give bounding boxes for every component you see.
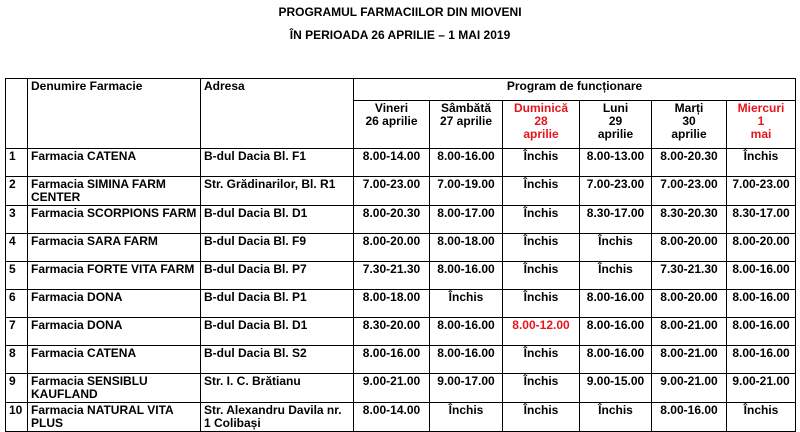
pharmacy-address: B-dul Dacia Bl. S2 [201,346,354,374]
hours-cell: 9.00-21.00 [354,374,430,403]
hours-cell: 7.00-23.00 [652,177,727,206]
hours-cell: 9.00-15.00 [580,374,652,403]
hours-cell: 9.00-17.00 [430,374,503,403]
table-row [6,403,796,432]
hours-cell: Închis [503,374,580,403]
hours-cell: 8.00-20.30 [652,149,727,177]
hours-cell: Închis [727,149,796,177]
table-row [6,374,796,403]
day-header-line3: mai [750,127,772,141]
pharmacy-name: Farmacia SIMINA FARM CENTER [28,177,201,206]
pharmacy-address: B-dul Dacia Bl. P1 [201,290,354,318]
hours-cell: Închis [503,206,580,234]
hours-cell: 8.00-16.00 [727,346,796,374]
hours-cell: 7.00-23.00 [727,177,796,206]
day-header-line3: aprilie [523,127,559,141]
table-row [6,177,796,206]
hours-cell: Închis [503,149,580,177]
row-number: 6 [6,290,28,318]
pharmacy-name: Farmacia SCORPIONS FARM [28,206,201,234]
pharmacy-address: Str. Grădinarilor, Bl. R1 [201,177,354,206]
pharmacy-address: B-dul Dacia Bl. D1 [201,318,354,346]
row-number: 9 [6,374,28,403]
document-subtitle: ÎN PERIOADA 26 APRILIE – 1 MAI 2019 [289,28,511,42]
header-name [28,79,201,149]
day-header-6 [727,101,796,149]
row-number: 8 [6,346,28,374]
row-number: 2 [6,177,28,206]
hours-cell: 8.00-16.00 [727,318,796,346]
hours-cell: Închis [503,403,580,432]
hours-cell: 8.00-16.00 [430,149,503,177]
day-header-line2: 1 [757,114,765,128]
pharmacy-address: Str. Alexandru Davila nr. 1 Colibași [201,403,354,432]
document-title: PROGRAMUL FARMACIILOR DIN MIOVENI [278,5,522,19]
hours-cell: Închis [503,234,580,262]
table-row [6,149,796,177]
hours-cell: 8.00-16.00 [430,346,503,374]
pharmacy-name: Farmacia CATENA [28,149,201,177]
table-row [6,234,796,262]
hours-cell: Închis [503,346,580,374]
pharmacy-address: Str. I. C. Brătianu [201,374,354,403]
day-header-line1: Sâmbătă [440,101,492,115]
hours-cell: 8.00-12.00 [503,318,580,346]
header-name-label: Denumire Farmacie [31,79,143,93]
schedule-table [5,78,796,432]
pharmacy-name: Farmacia DONA [28,290,201,318]
hours-cell: 8.00-16.00 [580,346,652,374]
row-number: 7 [6,318,28,346]
hours-cell: 8.00-17.00 [430,206,503,234]
day-header-3 [503,101,580,149]
hours-cell: 8.30-20.30 [652,206,727,234]
table-row [6,346,796,374]
day-header-5 [652,101,727,149]
day-header-1 [354,101,430,149]
hours-cell: Închis [430,290,503,318]
hours-cell: 7.00-23.00 [580,177,652,206]
hours-cell: 9.00-21.00 [727,374,796,403]
hours-cell: 7.00-19.00 [430,177,503,206]
pharmacy-address: B-dul Dacia Bl. F9 [201,234,354,262]
hours-cell: 8.00-20.30 [354,206,430,234]
pharmacy-address: B-dul Dacia Bl. D1 [201,206,354,234]
pharmacy-name: Farmacia SARA FARM [28,234,201,262]
hours-cell: Închis [430,403,503,432]
hours-cell: 8.00-16.00 [354,346,430,374]
hours-cell: 8.00-20.00 [354,234,430,262]
day-header-line2: 28 [534,114,548,128]
hours-cell: 8.00-16.00 [430,262,503,290]
hours-cell: 8.00-16.00 [727,290,796,318]
day-header-line1: Duminică [513,101,568,115]
header-program [354,79,796,101]
day-header-2 [430,101,503,149]
row-number: 10 [6,403,28,432]
pharmacy-name: Farmacia CATENA [28,346,201,374]
hours-cell: 8.00-14.00 [354,403,430,432]
table-row [6,290,796,318]
pharmacy-name: Farmacia FORTE VITA FARM [28,262,201,290]
hours-cell: 8.00-20.00 [727,234,796,262]
table-row [6,206,796,234]
day-header-line1: Miercuri [737,101,785,115]
hours-cell: 9.00-21.00 [652,374,727,403]
day-header-line2: 27 aprilie [439,114,493,128]
hours-cell: 7.30-21.30 [652,262,727,290]
hours-cell: 8.00-16.00 [580,290,652,318]
hours-cell: 8.00-14.00 [354,149,430,177]
hours-cell: Închis [503,177,580,206]
hours-cell: 8.00-21.00 [652,346,727,374]
row-number: 1 [6,149,28,177]
day-header-line2: 29 [608,114,623,128]
day-header-line3: aprilie [671,127,707,141]
day-header-line1: Marți [674,101,704,115]
hours-cell: 8.00-18.00 [430,234,503,262]
row-number: 5 [6,262,28,290]
hours-cell: Închis [580,403,652,432]
hours-cell: 8.00-13.00 [580,149,652,177]
hours-cell: Închis [580,234,652,262]
header-row [6,79,796,101]
hours-cell: Închis [503,290,580,318]
hours-cell: 8.30-20.00 [354,318,430,346]
pharmacy-address: B-dul Dacia Bl. P7 [201,262,354,290]
header-address-label: Adresa [204,79,245,93]
day-header-line2: 26 aprilie [365,114,418,128]
pharmacy-address: B-dul Dacia Bl. F1 [201,149,354,177]
hours-cell: Închis [580,262,652,290]
hours-cell: 8.30-17.00 [580,206,652,234]
hours-cell: 8.00-16.00 [430,318,503,346]
day-header-4 [580,101,652,149]
hours-cell: 7.00-23.00 [354,177,430,206]
hours-cell: 8.00-16.00 [652,403,727,432]
row-number: 3 [6,206,28,234]
day-header-line1: Vineri [374,101,409,115]
table-row [6,262,796,290]
table-row [6,318,796,346]
hours-cell: Închis [503,262,580,290]
day-header-line1: Luni [602,101,629,115]
hours-cell: 8.00-16.00 [727,262,796,290]
day-header-line3: aprilie [597,127,634,141]
day-header-line2: 30 [682,114,696,128]
hours-cell: Închis [727,403,796,432]
pharmacy-name: Farmacia SENSIBLU KAUFLAND [28,374,201,403]
hours-cell: 8.30-17.00 [727,206,796,234]
hours-cell: 7.30-21.30 [354,262,430,290]
row-number: 4 [6,234,28,262]
hours-cell: 8.00-20.00 [652,234,727,262]
header-address [201,79,354,149]
pharmacy-name: Farmacia DONA [28,318,201,346]
hours-cell: 8.00-21.00 [652,318,727,346]
header-num-cell [6,79,28,149]
hours-cell: 8.00-16.00 [580,318,652,346]
hours-cell: 8.00-20.00 [652,290,727,318]
hours-cell: 8.00-18.00 [354,290,430,318]
pharmacy-name: Farmacia NATURAL VITA PLUS [28,403,201,432]
header-program-label: Program de funcționare [506,79,643,93]
